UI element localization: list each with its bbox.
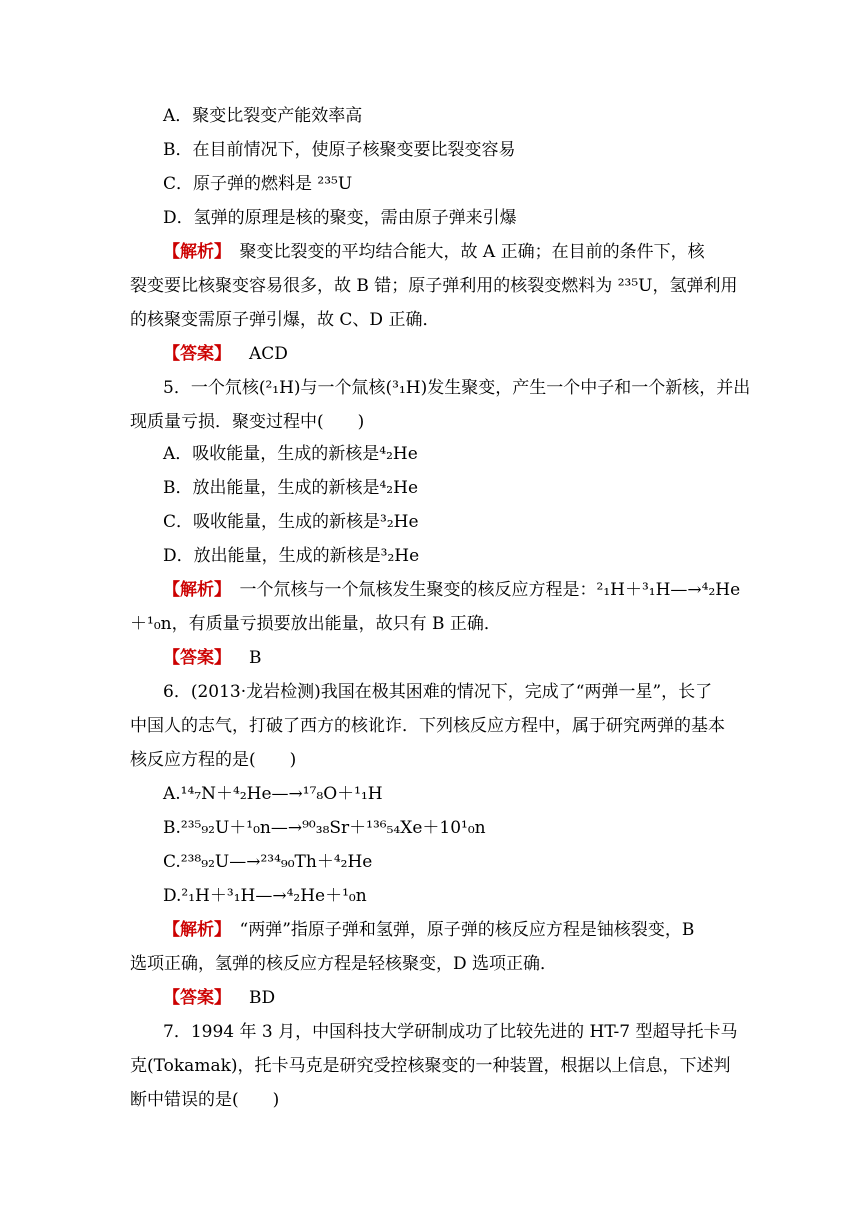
q4-analysis-text-1: 聚变比裂变的平均结合能大，故 A 正确；在目前的条件下，核 (222, 242, 705, 262)
q6-option-b: B.²³⁵₉₂U＋¹₀n—→⁹⁰₃₈Sr＋¹³⁶₅₄Xe＋10¹₀n (163, 818, 486, 838)
analysis-tag: 【解析】 (163, 242, 223, 262)
q7-stem-line-2: 克(Tokamak)，托卡马克是研究受控核聚变的一种装置，根据以上信息，下述判 (130, 1056, 731, 1076)
q6-answer-value: BD (249, 988, 276, 1008)
q6-answer (163, 985, 275, 1011)
q5-answer (163, 645, 262, 671)
q5-stem-line-2: 现质量亏损．聚变过程中( ) (130, 412, 365, 432)
q6-option-d: D.²₁H＋³₁H—→⁴₂He＋¹₀n (163, 886, 367, 906)
answer-tag: 【答案】 (163, 988, 231, 1008)
q6-analysis-line-1 (163, 917, 694, 943)
q6-option-c: C.²³⁸₉₂U—→²³⁴₉₀Th＋⁴₂He (163, 852, 373, 872)
q5-option-b: B．放出能量，生成的新核是⁴₂He (163, 478, 419, 498)
q5-option-a: A．吸收能量，生成的新核是⁴₂He (163, 444, 418, 464)
q5-stem-line-1: 5．一个氘核(²₁H)与一个氚核(³₁H)发生聚变，产生一个中子和一个新核，并出 (163, 378, 751, 398)
q4-analysis-line-1 (163, 239, 705, 265)
q4-option-d: D．氢弹的原理是核的聚变，需由原子弹来引爆 (163, 208, 517, 228)
answer-tag: 【答案】 (163, 648, 231, 668)
q6-analysis-text-1: “两弹”指原子弹和氢弹，原子弹的核反应方程是铀核裂变，B (222, 920, 695, 940)
q5-analysis-text-1: 一个氘核与一个氚核发生聚变的核反应方程是：²₁H＋³₁H—→⁴₂He (222, 580, 741, 600)
analysis-tag: 【解析】 (163, 920, 223, 940)
q4-analysis-line-2: 裂变要比核聚变容易很多，故 B 错；原子弹利用的核裂变燃料为 ²³⁵U，氢弹利用 (130, 276, 738, 296)
q5-analysis-line-1 (163, 577, 740, 603)
q4-option-c: C．原子弹的燃料是 ²³⁵U (163, 174, 353, 194)
q7-stem-line-1: 7．1994 年 3 月，中国科技大学研制成功了比较先进的 HT-7 型超导托卡马 (163, 1022, 738, 1042)
q4-option-b: B．在目前情况下，使原子核聚变要比裂变容易 (163, 140, 516, 160)
q5-analysis-line-2: ＋¹₀n，有质量亏损要放出能量，故只有 B 正确． (130, 614, 501, 634)
q4-analysis-line-3: 的核聚变需原子弹引爆，故 C、D 正确． (130, 310, 440, 330)
q5-answer-value: B (249, 648, 262, 668)
answer-tag: 【答案】 (163, 344, 231, 364)
q6-stem-line-1: 6．(2013·龙岩检测)我国在极其困难的情况下，完成了“两弹一星”，长了 (163, 682, 713, 702)
q6-analysis-line-2: 选项正确，氢弹的核反应方程是轻核聚变，D 选项正确． (130, 954, 558, 974)
analysis-tag: 【解析】 (163, 580, 223, 600)
q6-stem-line-3: 核反应方程的是( ) (130, 750, 297, 770)
q5-option-c: C．吸收能量，生成的新核是³₂He (163, 512, 419, 532)
q6-stem-line-2: 中国人的志气，打破了西方的核讹诈．下列核反应方程中，属于研究两弹的基本 (130, 716, 725, 736)
q4-answer-value: ACD (249, 344, 288, 364)
q5-option-d: D．放出能量，生成的新核是³₂He (163, 546, 420, 566)
q6-option-a: A.¹⁴₇N＋⁴₂He—→¹⁷₈O＋¹₁H (163, 784, 383, 804)
q7-stem-line-3: 断中错误的是( ) (130, 1090, 280, 1110)
q4-option-a: A．聚变比裂变产能效率高 (163, 106, 363, 126)
q4-answer (163, 341, 288, 367)
